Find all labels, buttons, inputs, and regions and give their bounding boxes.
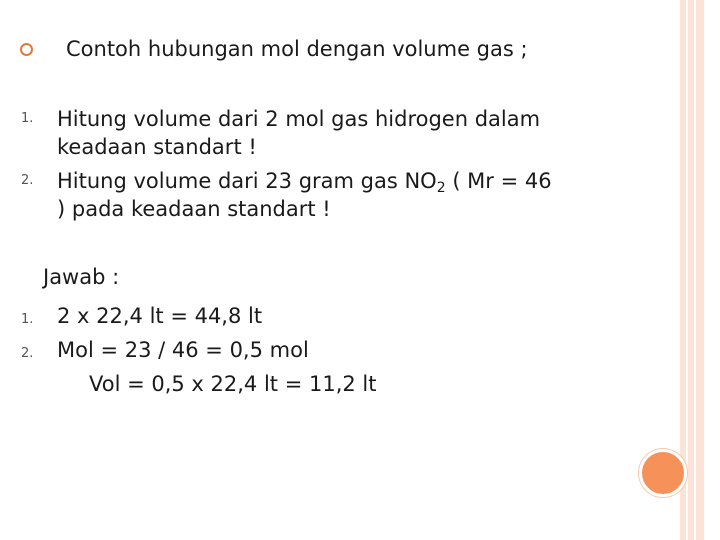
answer-2 bbox=[0, 335, 309, 365]
question-text bbox=[57, 167, 552, 223]
ring-bullet-icon bbox=[20, 43, 33, 56]
decorative-line bbox=[694, 0, 696, 540]
question-1 bbox=[0, 105, 540, 161]
answer-label: Jawab : bbox=[43, 265, 120, 289]
answer-1 bbox=[0, 301, 262, 331]
answer-continuation: Vol = 0,5 x 22,4 lt = 11,2 lt bbox=[89, 372, 377, 396]
subscript: 2 bbox=[436, 180, 446, 196]
decorative-stripe bbox=[680, 0, 704, 540]
slide-heading: Contoh hubungan mol dengan volume gas ; bbox=[66, 37, 528, 61]
question-line: ) pada keadaan standart ! bbox=[57, 197, 331, 221]
question-text-part: Hitung volume dari 23 gram gas NO bbox=[57, 169, 437, 193]
question-line bbox=[57, 167, 552, 195]
question-number: 2. bbox=[21, 173, 34, 188]
question-line: Hitung volume dari 2 mol gas hidrogen dalam bbox=[57, 107, 541, 131]
answer-number: 2. bbox=[21, 346, 34, 361]
heading-row bbox=[20, 34, 528, 64]
question-line: keadaan standart ! bbox=[57, 135, 257, 159]
decorative-line bbox=[686, 0, 688, 540]
question-number: 1. bbox=[21, 111, 34, 126]
answer-number: 1. bbox=[21, 312, 34, 327]
question-text bbox=[57, 105, 540, 161]
answer-text: 2 x 22,4 lt = 44,8 lt bbox=[57, 304, 263, 328]
question-2 bbox=[0, 167, 552, 223]
decorative-circle bbox=[639, 449, 687, 497]
question-text-part: ( Mr = 46 bbox=[445, 169, 552, 193]
answer-text: Mol = 23 / 46 = 0,5 mol bbox=[57, 338, 309, 362]
